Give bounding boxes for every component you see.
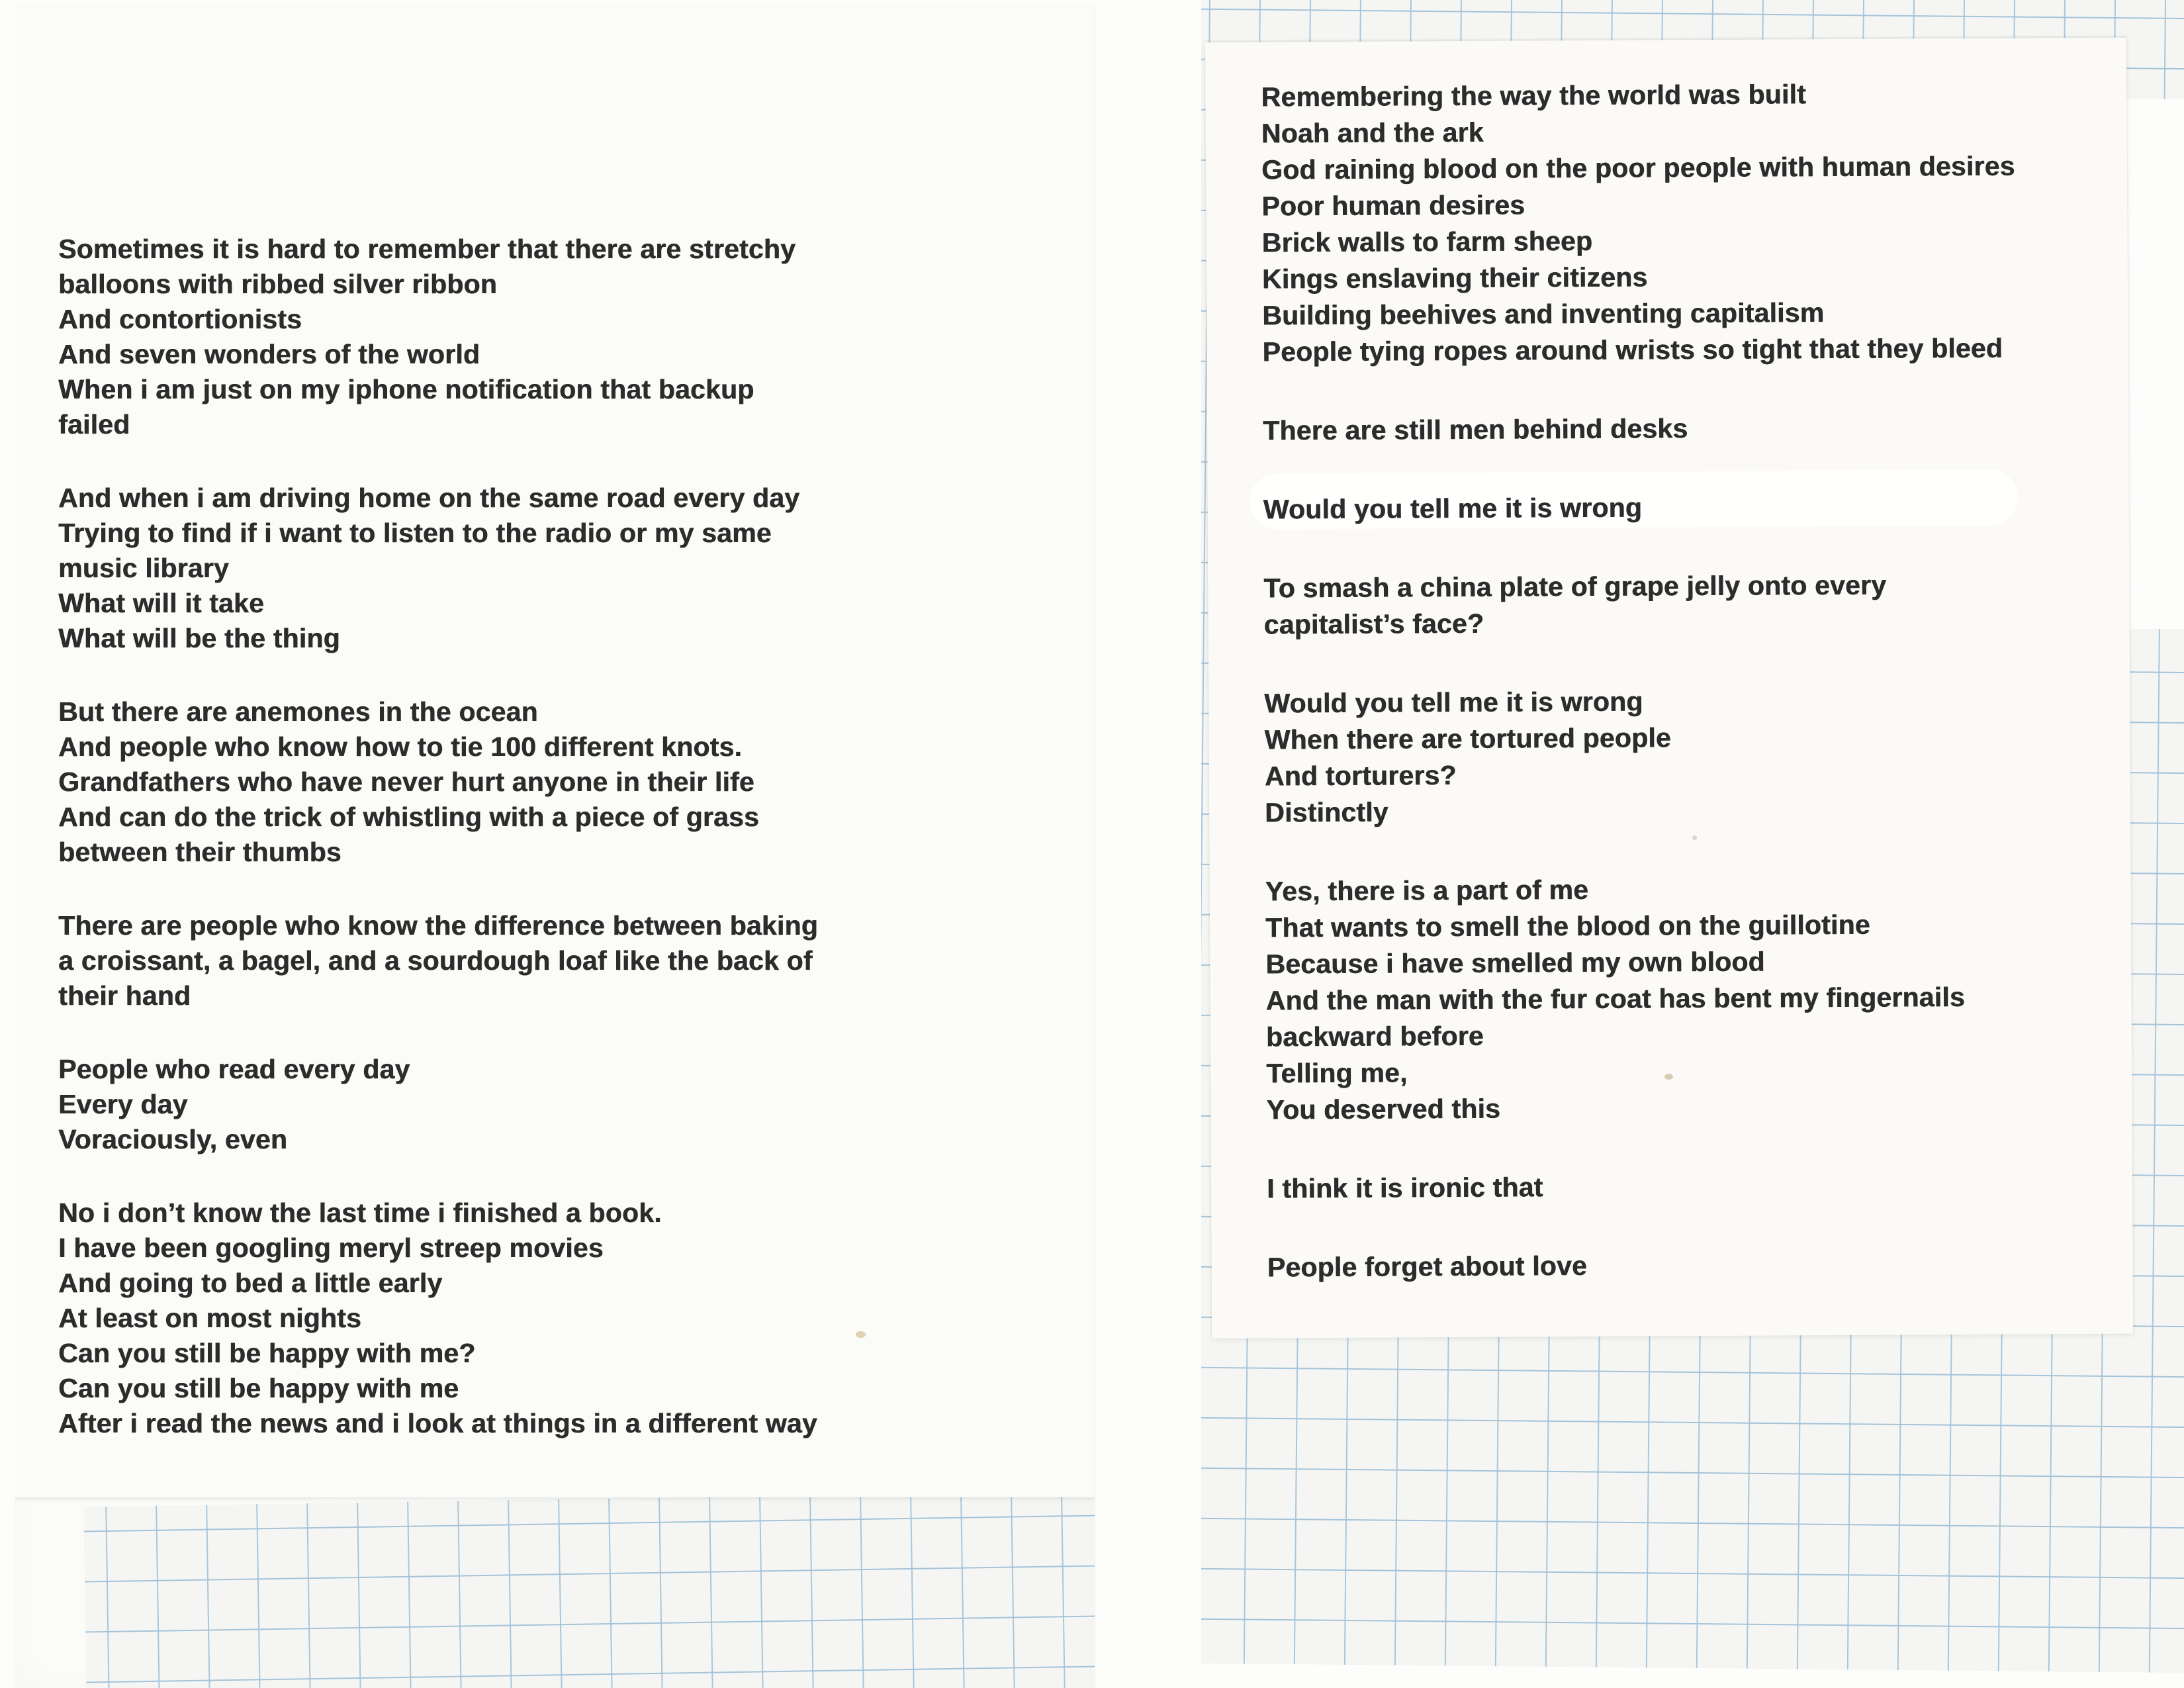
dust-speck — [856, 1331, 866, 1338]
poem-line: I think it is ironic that — [1266, 1172, 1543, 1204]
poem-stanza — [58, 1052, 1055, 1157]
poem-stanza — [1263, 408, 2115, 449]
poem-line: Can you still be happy with me? — [58, 1338, 476, 1368]
poem-line: There are people who know the difference between baking — [58, 910, 818, 941]
poem-line: Voraciously, even — [58, 1124, 287, 1154]
poem-stanza — [58, 1196, 1055, 1441]
poem-line: Building beehives and inventing capitalism — [1262, 297, 1825, 331]
grid-paper-left-bottom — [83, 1491, 1095, 1688]
poem-line: Telling me, — [1266, 1057, 1408, 1089]
poem-line: Sometimes it is hard to remember that there are stretchy — [58, 234, 796, 264]
poem-line: What will it take — [58, 588, 264, 618]
poem-line: And the man with the fur coat has bent my fingernails — [1265, 982, 1965, 1016]
dust-speck — [1664, 1074, 1673, 1080]
poem-text-right — [1205, 38, 2133, 1286]
poem-line: To smash a china plate of grape jelly onto every — [1263, 569, 1887, 604]
poem-line: Yes, there is a part of me — [1265, 874, 1589, 907]
poem-line: Noah and the ark — [1261, 117, 1484, 149]
poem-line: Grandfathers who have never hurt anyone in their life — [58, 767, 754, 797]
poem-line: Kings enslaving their citizens — [1261, 261, 1648, 295]
poem-line: When there are tortured people — [1264, 722, 1671, 755]
dust-speck — [1692, 835, 1697, 840]
poem-line: And seven wonders of the world — [58, 339, 480, 369]
poem-line: backward before — [1265, 1020, 1484, 1053]
poem-line: Every day — [58, 1089, 188, 1119]
poem-line: capitalist’s face? — [1263, 608, 1484, 640]
poem-line: Distinctly — [1264, 796, 1388, 828]
poem-stanza — [58, 232, 1055, 442]
poem-line: Brick walls to farm sheep — [1261, 225, 1593, 258]
poem-line: That wants to smell the blood on the guillotine — [1265, 909, 1870, 943]
poem-line: Would you tell me it is wrong — [1264, 686, 1643, 719]
scan-background-patch — [2123, 99, 2184, 629]
poem-line: I have been googling meryl streep movies — [58, 1233, 604, 1263]
poem-stanza — [1263, 487, 2116, 528]
poem-line: And can do the trick of whistling with a piece of grass — [58, 802, 759, 832]
poem-line: music library — [58, 553, 229, 583]
poem-line: a croissant, a bagel, and a sourdough loaf like the back of — [58, 945, 813, 976]
poem-text-left — [15, 4, 1095, 1441]
poem-line: And people who know how to tie 100 different knots. — [58, 731, 742, 762]
poem-line: What will be the thing — [58, 623, 340, 653]
right-page-scan — [1201, 0, 2184, 1688]
poem-stanza — [1263, 566, 2116, 643]
poem-stanza — [1264, 681, 2117, 831]
poem-line: People tying ropes around wrists so tight that they bleed — [1262, 332, 2003, 367]
poem-line: failed — [58, 409, 130, 440]
poem-line: After i read the news and i look at things in a different way — [58, 1408, 817, 1438]
poem-line: People forget about love — [1267, 1250, 1587, 1283]
poem-line: And torturers? — [1264, 760, 1457, 792]
poem-stanza — [58, 908, 1055, 1013]
poem-line: You deserved this — [1266, 1093, 1501, 1125]
poem-line: their hand — [58, 980, 191, 1011]
poem-sheet-left — [15, 4, 1095, 1497]
poem-line: between their thumbs — [58, 837, 341, 867]
poem-line: Because i have smelled my own blood — [1265, 946, 1765, 980]
poem-line: And contortionists — [58, 304, 302, 334]
poem-line: God raining blood on the poor people with human desires — [1261, 150, 2015, 185]
grid-paper-texture — [83, 1491, 1095, 1688]
poem-line: But there are anemones in the ocean — [58, 696, 538, 727]
poem-line: At least on most nights — [58, 1303, 361, 1333]
poem-stanza — [1267, 1245, 2120, 1286]
poem-line: Poor human desires — [1261, 189, 1525, 222]
poem-stanza — [1267, 1166, 2119, 1207]
poem-sheet-right — [1205, 38, 2133, 1338]
poem-stanza — [1265, 869, 2119, 1129]
poem-line: Can you still be happy with me — [58, 1373, 459, 1403]
poem-line: People who read every day — [58, 1054, 410, 1084]
poem-line: No i don’t know the last time i finished a book. — [58, 1197, 662, 1228]
poem-stanza — [1261, 75, 2115, 371]
left-page-scan — [15, 4, 1095, 1688]
poem-line: Would you tell me it is wrong — [1263, 492, 1643, 525]
poem-line: And when i am driving home on the same road every day — [58, 483, 800, 513]
poem-line: And going to bed a little early — [58, 1268, 443, 1298]
poem-line: There are still men behind desks — [1262, 413, 1688, 446]
poem-stanza — [58, 694, 1055, 870]
poem-line: balloons with ribbed silver ribbon — [58, 269, 497, 299]
poem-stanza — [58, 481, 1055, 656]
poem-line: When i am just on my iphone notification that backup — [58, 374, 754, 404]
poem-line: Trying to find if i want to listen to the radio or my same — [58, 518, 772, 548]
poem-line: Remembering the way the world was built — [1261, 79, 1806, 113]
